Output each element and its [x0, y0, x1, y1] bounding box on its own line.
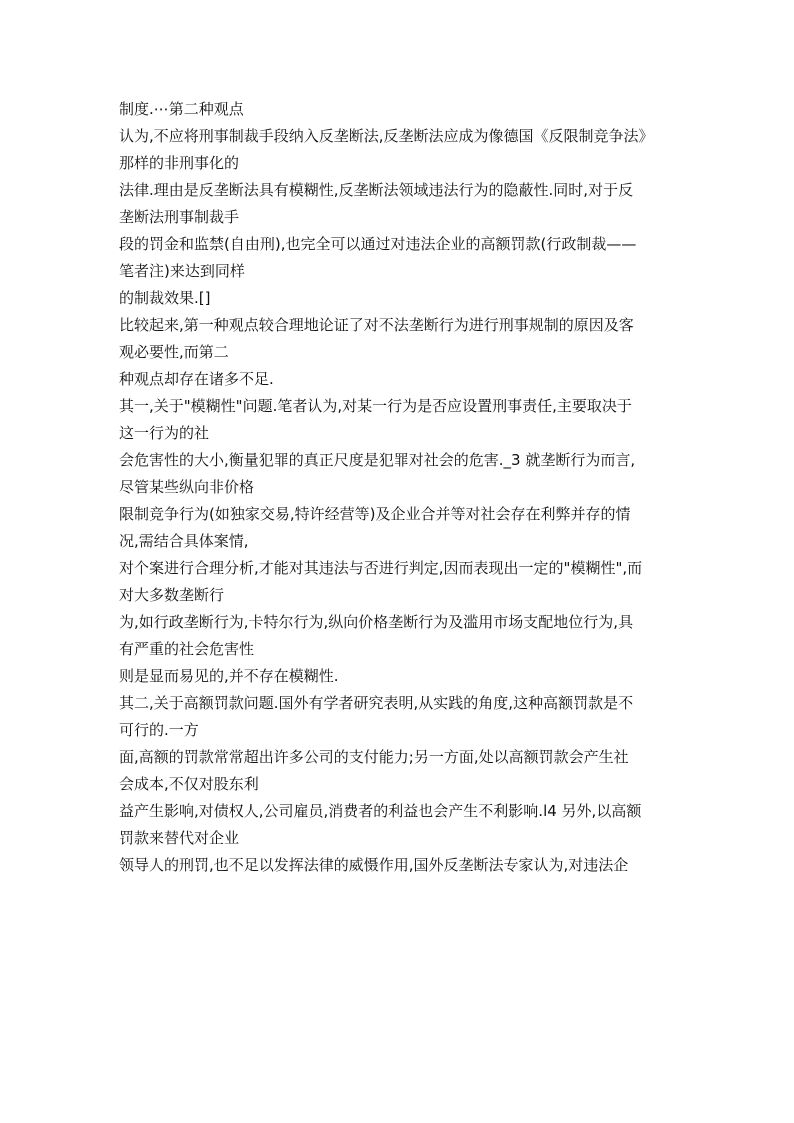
- text-line: 那样的非刑事化的: [119, 154, 240, 172]
- text-line: 况,需结合具体案情,: [119, 532, 249, 550]
- body-text: [119, 96, 679, 879]
- text-line: 尽管某些纵向非价格: [119, 478, 255, 496]
- text-line: 罚款来替代对企业: [119, 829, 240, 847]
- text-line: 种观点却存在诸多不足.: [119, 370, 274, 388]
- text-line: 领导人的刑罚,也不足以发挥法律的威慑作用,国外反垄断法专家认为,对违法企: [119, 856, 629, 874]
- text-line: 段的罚金和监禁(自由刑),也完全可以通过对违法企业的高额罚款(行政制裁——: [119, 235, 637, 253]
- text-line: 认为,不应将刑事制裁手段纳入反垄断法,反垄断法应成为像德国《反限制竞争法》: [119, 127, 654, 145]
- text-line: 则是显而易见的,并不存在模糊性.: [119, 667, 339, 685]
- text-line: 面,高额的罚款常常超出许多公司的支付能力;另一方面,处以高额罚款会产生社: [119, 748, 629, 766]
- text-line: 观必要性,而第二: [119, 343, 229, 361]
- text-line: 笔者注)来达到同样: [119, 262, 245, 280]
- text-line: 对大多数垄断行: [119, 586, 225, 604]
- text-line: 比较起来,第一种观点较合理地论证了对不法垄断行为进行刑事规制的原因及客: [119, 316, 634, 334]
- text-line: 垄断法刑事制裁手: [119, 208, 240, 226]
- text-line: 法律.理由是反垄断法具有模糊性,反垄断法领域违法行为的隐蔽性.同时,对于反: [119, 181, 634, 199]
- text-line: 会成本,不仅对股东利: [119, 775, 259, 793]
- text-line: 这一行为的社: [119, 424, 210, 442]
- text-line: 为,如行政垄断行为,卡特尔行为,纵向价格垄断行为及滥用市场支配地位行为,具: [119, 613, 634, 631]
- text-line: 益产生影响,对债权人,公司雇员,消费者的利益也会产生不利影响.l4 另外,以高额: [119, 802, 642, 820]
- text-line: 其一,关于"模糊性"问题.笔者认为,对某一行为是否应设置刑事责任,主要取决于: [119, 397, 632, 415]
- text-line: 可行的.一方: [119, 721, 199, 739]
- text-line: 限制竞争行为(如独家交易,特许经营等)及企业合并等对社会存在利弊并存的情: [119, 505, 631, 523]
- text-line: 会危害性的大小,衡量犯罪的真正尺度是犯罪对社会的危害._3 就垄断行为而言,: [119, 451, 636, 469]
- text-line: 对个案进行合理分析,才能对其违法与否进行判定,因而表现出一定的"模糊性",而: [119, 559, 643, 577]
- text-line: 的制裁效果.[]: [119, 289, 211, 307]
- text-line: 其二,关于高额罚款问题.国外有学者研究表明,从实践的角度,这种高额罚款是不: [119, 694, 634, 712]
- text-line: 制度.⋯第二种观点: [119, 100, 244, 118]
- text-line: 有严重的社会危害性: [119, 640, 255, 658]
